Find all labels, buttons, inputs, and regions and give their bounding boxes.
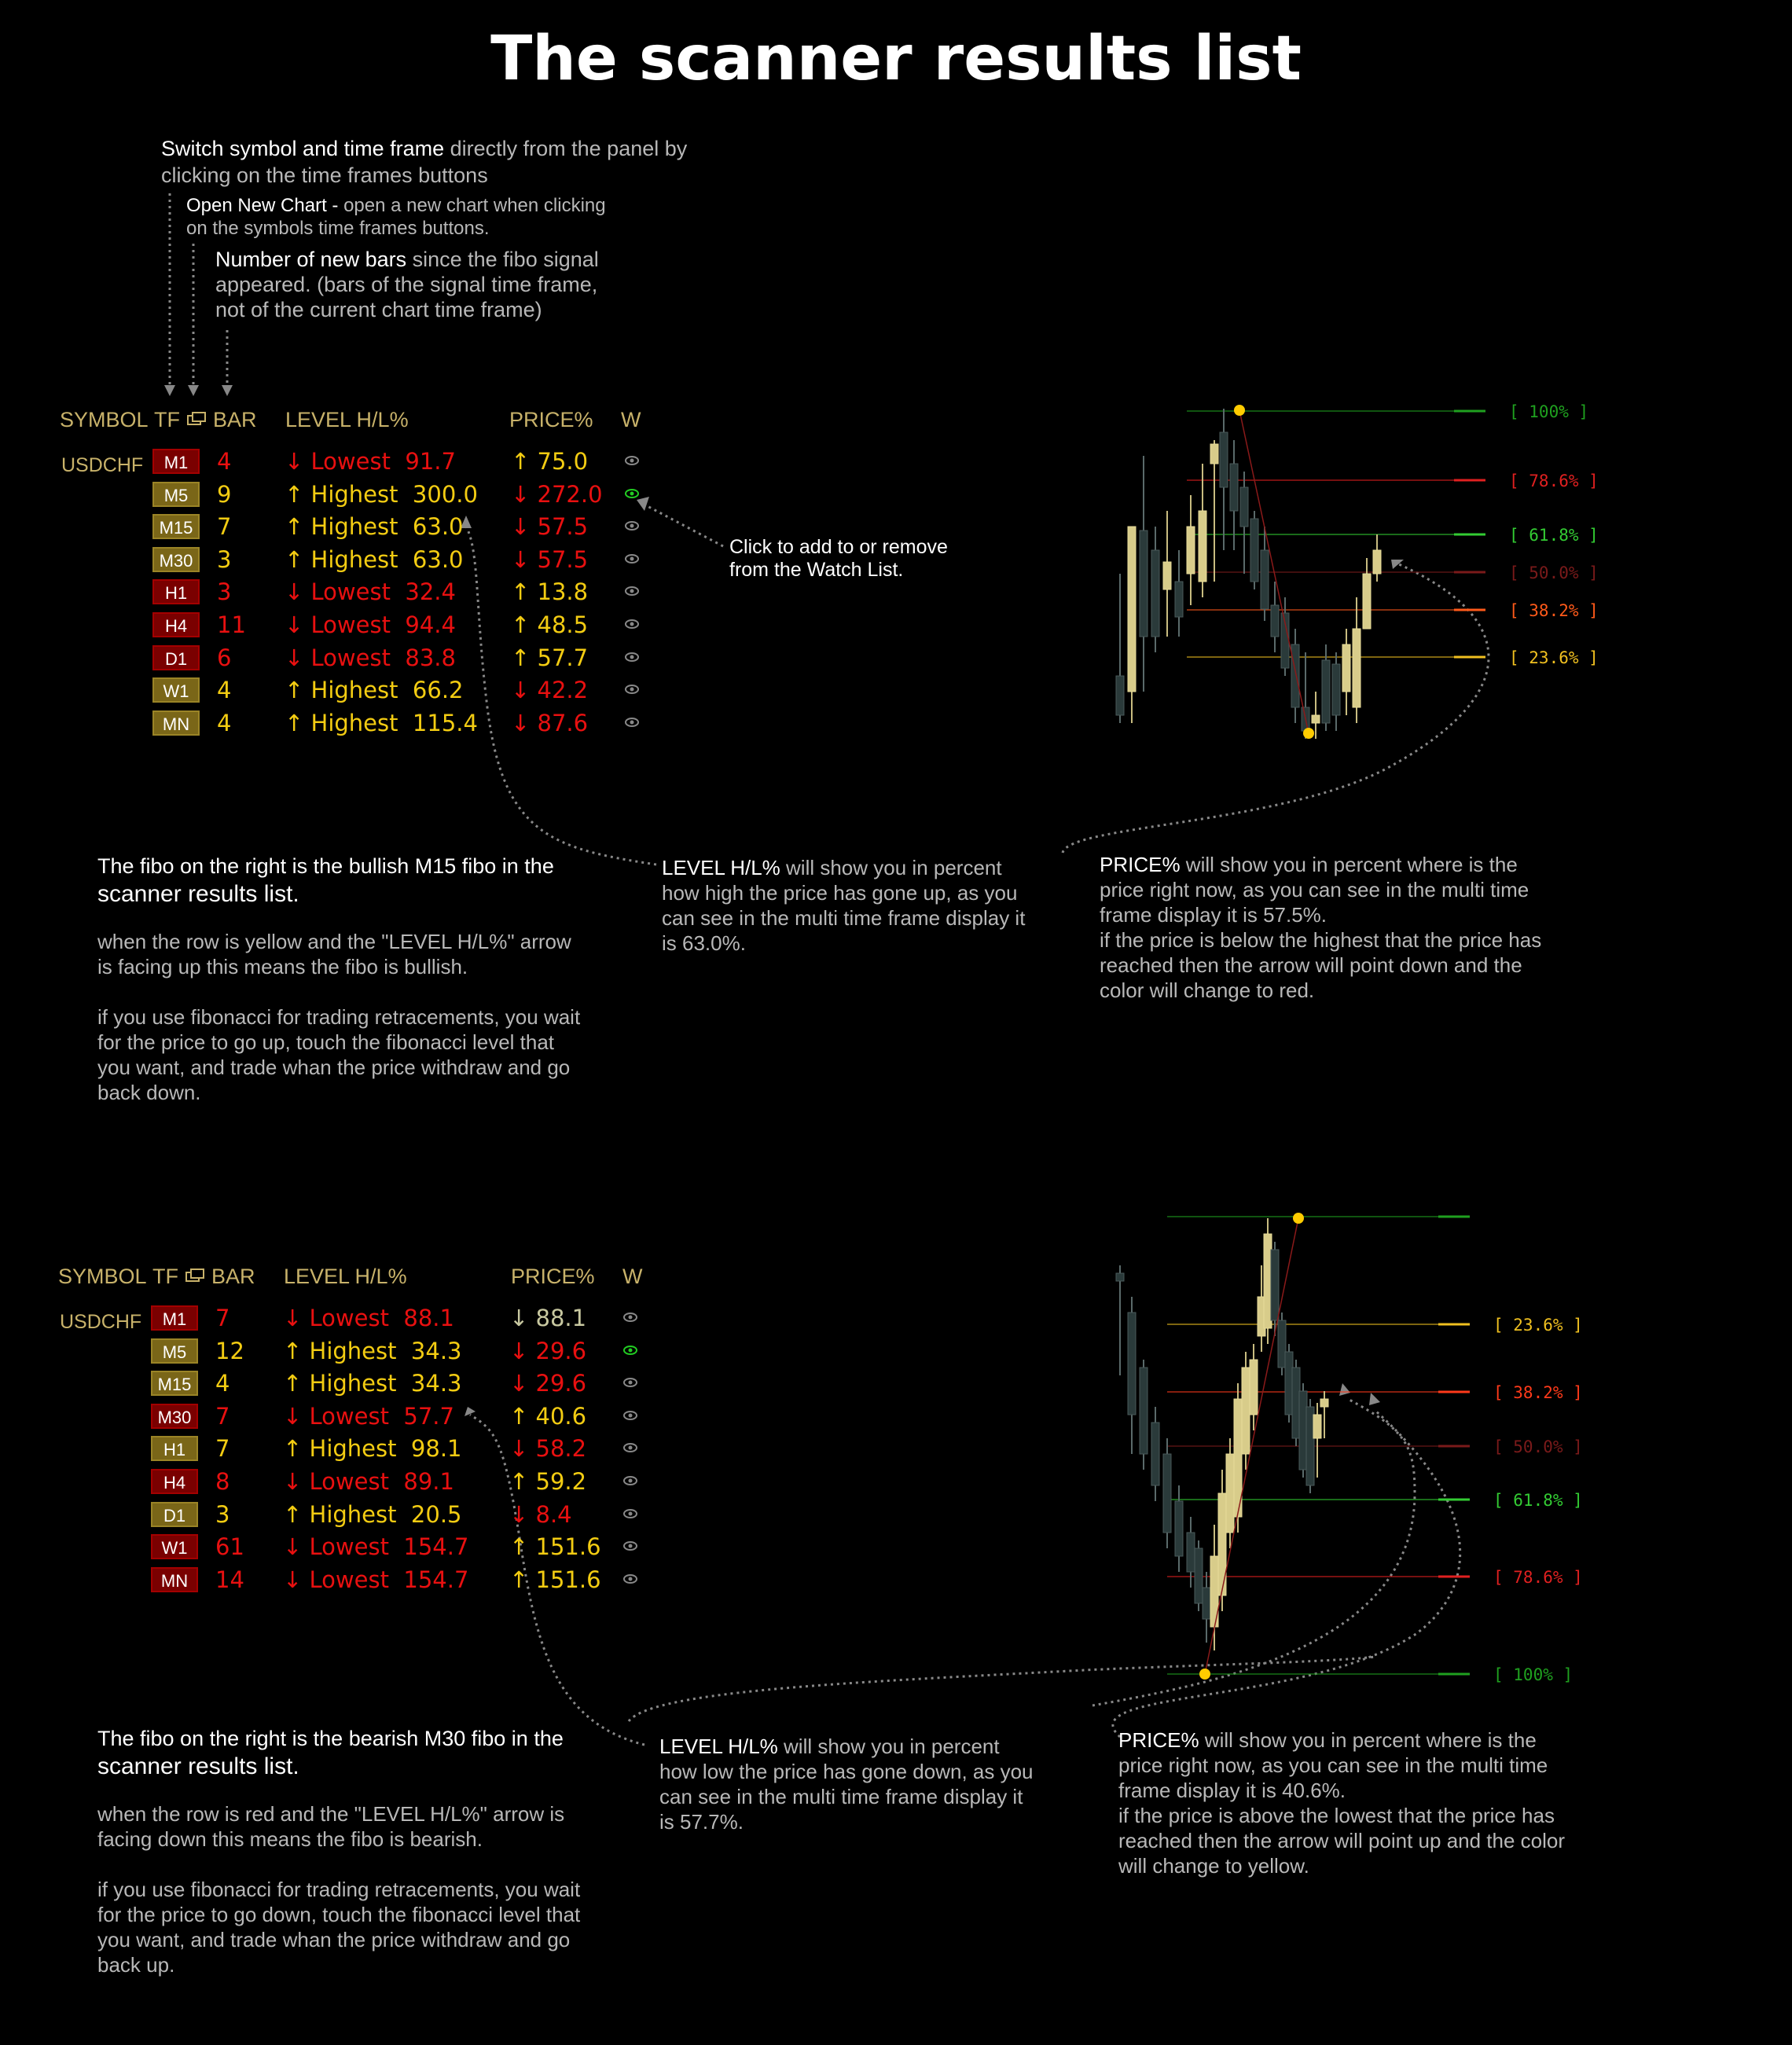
candle-body bbox=[1140, 1368, 1148, 1454]
bullish-p2d: back down. bbox=[97, 1081, 201, 1104]
price-percent: ↑ 40.6 bbox=[509, 1402, 587, 1430]
candle-body bbox=[1175, 582, 1183, 617]
timeframe-button-w1[interactable]: W1 bbox=[151, 1534, 198, 1559]
header-symbol: SYMBOL bbox=[60, 408, 149, 431]
level-percent: ↓ Lowest 88.1 bbox=[283, 1305, 454, 1331]
header-bar: BAR bbox=[213, 408, 257, 431]
watch-eye-icon[interactable] bbox=[624, 619, 640, 630]
price-percent: ↑ 57.7 bbox=[511, 644, 589, 671]
table-row bbox=[151, 1335, 748, 1368]
fibo-anchor-dot bbox=[1234, 405, 1245, 416]
fibo-level-label: [ 100% ] bbox=[1509, 402, 1589, 421]
table-row bbox=[151, 1433, 748, 1466]
timeframe-button-m5[interactable]: M5 bbox=[152, 482, 200, 507]
switch-note-rest: directly from the panel by bbox=[444, 137, 688, 160]
header-tf bbox=[152, 1265, 205, 1289]
bar-count: 14 bbox=[215, 1566, 244, 1593]
bullish-line1: The fibo on the right is the bullish M15 fibo in the bbox=[97, 854, 554, 878]
price-percent: ↓ 57.5 bbox=[511, 513, 589, 541]
level-note-rest: will show you in percent bbox=[780, 856, 1002, 879]
timeframe-button-d1[interactable]: D1 bbox=[152, 645, 200, 670]
level-percent: ↑ Highest 66.2 bbox=[285, 677, 464, 704]
new-chart-toggle-icon[interactable] bbox=[186, 411, 207, 428]
bullish-p1a: when the row is yellow and the "LEVEL H/L%" arrow bbox=[97, 930, 571, 953]
timeframe-button-m5[interactable]: M5 bbox=[151, 1338, 198, 1364]
results-rows bbox=[151, 1302, 701, 1601]
price-percent: ↓ 87.6 bbox=[511, 709, 589, 736]
price-percent: ↓ 57.5 bbox=[511, 545, 589, 573]
timeframe-button-m1[interactable]: M1 bbox=[151, 1305, 198, 1331]
table-row bbox=[151, 1531, 748, 1564]
fibo-level-label: [ 78.6% ] bbox=[1509, 472, 1599, 490]
price-percent: ↓ 42.2 bbox=[511, 677, 589, 704]
price-note-bearish bbox=[1118, 1727, 1565, 1878]
fibo-level-label: [ 100% ] bbox=[1493, 1665, 1574, 1684]
fibo-level-label: [ 38.2% ] bbox=[1493, 1383, 1583, 1402]
candle-body bbox=[1187, 527, 1195, 574]
level-note-rest: will show you in percent bbox=[777, 1735, 1000, 1758]
price-note-highlight: PRICE% bbox=[1100, 853, 1181, 876]
bearish-p2a: if you use fibonacci for trading retracements, you wait bbox=[97, 1878, 581, 1901]
timeframe-button-d1[interactable]: D1 bbox=[151, 1502, 198, 1527]
open-chart-note-rest: open a new chart when clicking bbox=[338, 195, 606, 216]
watch-eye-icon[interactable] bbox=[622, 1410, 638, 1421]
table-row bbox=[152, 609, 750, 642]
level-note-l4: is 57.7%. bbox=[659, 1810, 744, 1834]
timeframe-button-mn[interactable]: MN bbox=[152, 710, 200, 736]
watch-eye-icon[interactable] bbox=[622, 1312, 638, 1323]
symbol-usdchf[interactable]: USDCHF bbox=[60, 1311, 142, 1333]
level-note-l3: can see in the multi time frame display it bbox=[659, 1785, 1023, 1808]
price-percent: ↓ 88.1 bbox=[509, 1305, 587, 1331]
watch-eye-icon[interactable] bbox=[624, 717, 640, 728]
header-tf bbox=[154, 408, 207, 432]
bars-note-rest: since the fibo signal bbox=[406, 248, 599, 271]
bearish-p2c: you want, and trade whan the price withdraw and go bbox=[97, 1928, 571, 1951]
candle-body bbox=[1128, 527, 1136, 692]
price-note-l2: price right now, as you can see in the multi time bbox=[1118, 1753, 1548, 1777]
fibo-anchor-dot bbox=[1199, 1669, 1210, 1680]
timeframe-button-w1[interactable]: W1 bbox=[152, 677, 200, 703]
candle-body bbox=[1218, 1493, 1226, 1595]
results-rows bbox=[152, 446, 703, 744]
timeframe-button-m1[interactable]: M1 bbox=[152, 449, 200, 474]
bar-count: 4 bbox=[215, 1370, 230, 1397]
price-percent: ↑ 13.8 bbox=[511, 578, 589, 606]
candle-body bbox=[1271, 1250, 1279, 1320]
candle-body bbox=[1151, 1423, 1159, 1485]
watch-eye-icon[interactable] bbox=[622, 1540, 638, 1551]
symbol-usdchf[interactable]: USDCHF bbox=[61, 454, 144, 476]
level-percent: ↓ Lowest 94.4 bbox=[285, 611, 456, 638]
candle-body bbox=[1240, 487, 1248, 527]
bar-count: 8 bbox=[215, 1468, 230, 1495]
fibo-level-label: [ 50.0% ] bbox=[1509, 564, 1599, 582]
bar-count: 3 bbox=[217, 545, 232, 573]
open-chart-note-highlight: Open New Chart - bbox=[186, 195, 339, 216]
candle-body bbox=[1250, 519, 1258, 582]
header-watch: W bbox=[621, 408, 641, 431]
level-percent: ↓ Lowest 57.7 bbox=[283, 1402, 454, 1430]
candle-body bbox=[1195, 1548, 1203, 1603]
bullish-fibo-chart bbox=[1100, 393, 1651, 754]
level-percent: ↑ Highest 34.3 bbox=[283, 1337, 462, 1364]
candle-body bbox=[1250, 1360, 1258, 1415]
switch-note-highlight: Switch symbol and time frame bbox=[161, 137, 445, 160]
level-note-l4: is 63.0%. bbox=[662, 931, 746, 955]
page-title: The scanner results list bbox=[490, 24, 1302, 94]
switch-note-line2: clicking on the time frames buttons bbox=[161, 163, 488, 187]
table-row bbox=[151, 1564, 748, 1597]
timeframe-button-m15[interactable]: M15 bbox=[151, 1371, 198, 1396]
table-row bbox=[151, 1368, 748, 1401]
bar-count: 9 bbox=[217, 480, 232, 508]
price-note-bullish bbox=[1100, 852, 1541, 1003]
watch-eye-icon[interactable] bbox=[624, 455, 640, 466]
table-row bbox=[152, 479, 750, 512]
timeframe-button-h1[interactable]: H1 bbox=[151, 1436, 198, 1461]
price-note-l5: reached then the arrow will point down and the bbox=[1100, 953, 1522, 977]
bearish-p2d: back up. bbox=[97, 1953, 175, 1977]
level-percent: ↓ Lowest 83.8 bbox=[285, 644, 456, 671]
bullish-p2c: you want, and trade whan the price withdraw and go bbox=[97, 1056, 571, 1079]
level-note-l2: how high the price has gone up, as you bbox=[662, 881, 1018, 905]
timeframe-button-h4[interactable]: H4 bbox=[152, 612, 200, 637]
bearish-explanation bbox=[97, 1726, 580, 1977]
level-note-bullish bbox=[662, 855, 1025, 956]
watch-eye-icon[interactable] bbox=[622, 1475, 638, 1486]
watch-eye-icon[interactable] bbox=[624, 488, 640, 499]
price-percent: ↑ 151.6 bbox=[509, 1566, 601, 1593]
bar-count: 7 bbox=[215, 1402, 230, 1430]
level-percent: ↓ Lowest 32.4 bbox=[285, 578, 456, 606]
header-price: PRICE% bbox=[509, 408, 593, 431]
bearish-line1: The fibo on the right is the bearish M30 fibo in the bbox=[97, 1727, 564, 1750]
table-row bbox=[152, 544, 750, 577]
candle-body bbox=[1313, 1415, 1321, 1438]
watch-list-note-line2: from the Watch List. bbox=[729, 559, 904, 581]
watch-eye-icon[interactable] bbox=[624, 652, 640, 663]
price-percent: ↑ 59.2 bbox=[509, 1468, 587, 1495]
fibo-level-label: [ 23.6% ] bbox=[1509, 648, 1599, 667]
bar-count: 12 bbox=[215, 1337, 244, 1364]
watch-eye-icon[interactable] bbox=[622, 1573, 638, 1584]
level-percent: ↑ Highest 115.4 bbox=[285, 709, 478, 736]
timeframe-button-m30[interactable]: M30 bbox=[152, 547, 200, 572]
header-tf-label: TF bbox=[154, 408, 180, 431]
level-percent: ↓ Lowest 154.7 bbox=[283, 1566, 469, 1593]
level-percent: ↓ Lowest 89.1 bbox=[283, 1468, 454, 1495]
price-percent: ↓ 29.6 bbox=[509, 1337, 587, 1364]
candle-body bbox=[1261, 550, 1269, 609]
price-percent: ↑ 48.5 bbox=[511, 611, 589, 638]
watch-eye-icon[interactable] bbox=[622, 1442, 638, 1453]
bar-count: 4 bbox=[217, 448, 232, 475]
bar-count: 4 bbox=[217, 709, 232, 736]
price-note-rest: will show you in percent where is the bbox=[1180, 853, 1518, 876]
candle-body bbox=[1140, 531, 1148, 637]
candle-body bbox=[1203, 1588, 1210, 1619]
price-note-rest: will show you in percent where is the bbox=[1199, 1728, 1537, 1752]
timeframe-button-h1[interactable]: H1 bbox=[152, 579, 200, 604]
bearish-fibo-chart bbox=[1100, 1202, 1651, 1690]
timeframe-button-m30[interactable]: M30 bbox=[151, 1404, 198, 1429]
candle-body bbox=[1151, 550, 1159, 637]
fibo-level-label: [ 50.0% ] bbox=[1493, 1437, 1583, 1456]
watch-list-note-line1: Click to add to or remove bbox=[729, 536, 948, 558]
watch-eye-icon[interactable] bbox=[624, 586, 640, 597]
candle-body bbox=[1312, 715, 1320, 723]
watch-eye-icon[interactable] bbox=[622, 1508, 638, 1519]
bullish-explanation bbox=[97, 854, 580, 1105]
candle-body bbox=[1187, 1533, 1195, 1572]
bullish-p2a: if you use fibonacci for trading retracements, you wait bbox=[97, 1005, 581, 1029]
bar-count: 11 bbox=[217, 611, 246, 638]
price-percent: ↑ 151.6 bbox=[509, 1533, 601, 1561]
bar-count: 3 bbox=[215, 1500, 230, 1528]
timeframe-button-mn[interactable]: MN bbox=[151, 1567, 198, 1592]
candle-body bbox=[1363, 574, 1371, 629]
new-chart-toggle-icon[interactable] bbox=[185, 1268, 205, 1285]
bullish-p1b: is facing up this means the fibo is bullish. bbox=[97, 955, 468, 978]
header-level: LEVEL H/L% bbox=[285, 408, 409, 431]
table-row bbox=[152, 674, 750, 707]
bar-count: 61 bbox=[215, 1533, 244, 1561]
candle-body bbox=[1116, 1273, 1124, 1281]
candle-body bbox=[1353, 629, 1361, 707]
level-percent: ↓ Lowest 154.7 bbox=[283, 1533, 469, 1561]
table-row bbox=[152, 707, 750, 740]
candle-body bbox=[1128, 1313, 1136, 1415]
candle-body bbox=[1220, 432, 1228, 487]
price-note-l3: frame display it is 40.6%. bbox=[1118, 1779, 1346, 1802]
header-tf-label: TF bbox=[152, 1265, 178, 1288]
candle-body bbox=[1175, 1501, 1183, 1556]
fibo-level-label: [ 61.8% ] bbox=[1493, 1491, 1583, 1510]
table-row bbox=[152, 446, 750, 479]
price-note-l6: will change to yellow. bbox=[1118, 1854, 1309, 1878]
candle-body bbox=[1342, 644, 1350, 692]
level-note-l2: how low the price has gone down, as you bbox=[659, 1760, 1034, 1783]
watch-list-note bbox=[729, 536, 948, 582]
table-row bbox=[152, 642, 750, 675]
level-note-highlight: LEVEL H/L% bbox=[659, 1735, 778, 1758]
candle-body bbox=[1291, 644, 1299, 707]
bar-count: 7 bbox=[215, 1435, 230, 1463]
watch-eye-icon[interactable] bbox=[624, 684, 640, 695]
candle-body bbox=[1320, 1399, 1328, 1407]
header-symbol: SYMBOL bbox=[58, 1265, 147, 1288]
open-chart-note-line2: on the symbols time frames buttons. bbox=[186, 218, 490, 239]
watch-eye-icon[interactable] bbox=[624, 553, 640, 564]
header-level: LEVEL H/L% bbox=[284, 1265, 407, 1288]
candle-body bbox=[1163, 1454, 1171, 1533]
candle-body bbox=[1199, 511, 1206, 582]
level-percent: ↑ Highest 34.3 bbox=[283, 1370, 462, 1397]
timeframe-button-h4[interactable]: H4 bbox=[151, 1469, 198, 1494]
candle-body bbox=[1116, 676, 1124, 715]
bearish-p1b: facing down this means the fibo is bearish. bbox=[97, 1827, 483, 1851]
bearish-p1a: when the row is red and the "LEVEL H/L%" arrow is bbox=[97, 1802, 565, 1826]
header-bar: BAR bbox=[211, 1265, 255, 1288]
bar-count: 6 bbox=[217, 644, 232, 671]
level-percent: ↑ Highest 300.0 bbox=[285, 480, 478, 508]
level-note-bearish bbox=[659, 1734, 1034, 1834]
watch-eye-icon[interactable] bbox=[622, 1377, 638, 1388]
fibo-level-label: [ 61.8% ] bbox=[1509, 526, 1599, 545]
bar-count: 7 bbox=[217, 513, 232, 541]
bearish-line2: scanner results list. bbox=[97, 1753, 299, 1779]
price-percent: ↓ 272.0 bbox=[511, 480, 603, 508]
bars-note-line3: not of the current chart time frame) bbox=[215, 298, 542, 321]
fibo-anchor-dot bbox=[1293, 1213, 1304, 1224]
table-row bbox=[151, 1466, 748, 1499]
price-note-l5: reached then the arrow will point up and the color bbox=[1118, 1829, 1566, 1852]
price-note-l4: if the price is above the lowest that the price has bbox=[1118, 1804, 1555, 1827]
level-percent: ↓ Lowest 91.7 bbox=[285, 448, 456, 475]
price-note-highlight: PRICE% bbox=[1118, 1728, 1199, 1752]
candle-body bbox=[1373, 550, 1381, 574]
bar-count: 7 bbox=[215, 1305, 230, 1331]
bar-count: 3 bbox=[217, 578, 232, 606]
level-note-l3: can see in the multi time frame display it bbox=[662, 906, 1026, 930]
candle-body bbox=[1230, 464, 1238, 511]
candle-body bbox=[1226, 1454, 1234, 1533]
table-row bbox=[152, 576, 750, 609]
price-percent: ↓ 8.4 bbox=[509, 1500, 572, 1528]
candle-body bbox=[1163, 562, 1171, 589]
bullish-p2b: for the price to go up, touch the fibonacci level that bbox=[97, 1030, 555, 1054]
bars-note-line2: appeared. (bars of the signal time frame, bbox=[215, 273, 598, 296]
fibo-level-label: [ 38.2% ] bbox=[1509, 601, 1599, 620]
price-percent: ↑ 75.0 bbox=[511, 448, 589, 475]
watch-eye-icon[interactable] bbox=[622, 1345, 638, 1356]
timeframe-button-m15[interactable]: M15 bbox=[152, 514, 200, 539]
table-row bbox=[151, 1401, 748, 1434]
level-percent: ↑ Highest 63.0 bbox=[285, 545, 464, 573]
header-price: PRICE% bbox=[511, 1265, 595, 1288]
price-note-l3: frame display it is 57.5%. bbox=[1100, 903, 1327, 927]
bar-count: 4 bbox=[217, 677, 232, 704]
scanner-panel-bullish bbox=[60, 405, 657, 735]
level-percent: ↑ Highest 20.5 bbox=[283, 1500, 462, 1528]
bearish-p2b: for the price to go down, touch the fibonacci level that bbox=[97, 1903, 581, 1926]
candle-body bbox=[1210, 444, 1218, 464]
price-percent: ↓ 58.2 bbox=[509, 1435, 587, 1463]
candle-body bbox=[1242, 1368, 1250, 1454]
fibo-anchor-dot bbox=[1303, 728, 1314, 739]
level-percent: ↑ Highest 98.1 bbox=[283, 1435, 462, 1463]
table-row bbox=[152, 511, 750, 544]
watch-eye-icon[interactable] bbox=[624, 520, 640, 531]
fibo-level-label: [ 78.6% ] bbox=[1493, 1568, 1583, 1587]
level-percent: ↑ Highest 63.0 bbox=[285, 513, 464, 541]
fibo-level-label: [ 23.6% ] bbox=[1493, 1316, 1583, 1335]
price-note-l6: color will change to red. bbox=[1100, 978, 1315, 1002]
candle-body bbox=[1332, 664, 1340, 715]
scanner-panel-bearish bbox=[58, 1261, 655, 1592]
candle-body bbox=[1322, 660, 1330, 723]
candle-body bbox=[1271, 605, 1279, 637]
bullish-line2: scanner results list. bbox=[97, 881, 299, 907]
level-note-highlight: LEVEL H/L% bbox=[662, 856, 780, 879]
bars-note-highlight: Number of new bars bbox=[215, 248, 407, 271]
price-note-l2: price right now, as you can see in the multi time bbox=[1100, 878, 1529, 901]
price-note-l4: if the price is below the highest that the price has bbox=[1100, 928, 1542, 952]
header-watch: W bbox=[622, 1265, 643, 1288]
price-percent: ↓ 29.6 bbox=[509, 1370, 587, 1397]
table-row bbox=[151, 1302, 748, 1335]
table-row bbox=[151, 1499, 748, 1532]
